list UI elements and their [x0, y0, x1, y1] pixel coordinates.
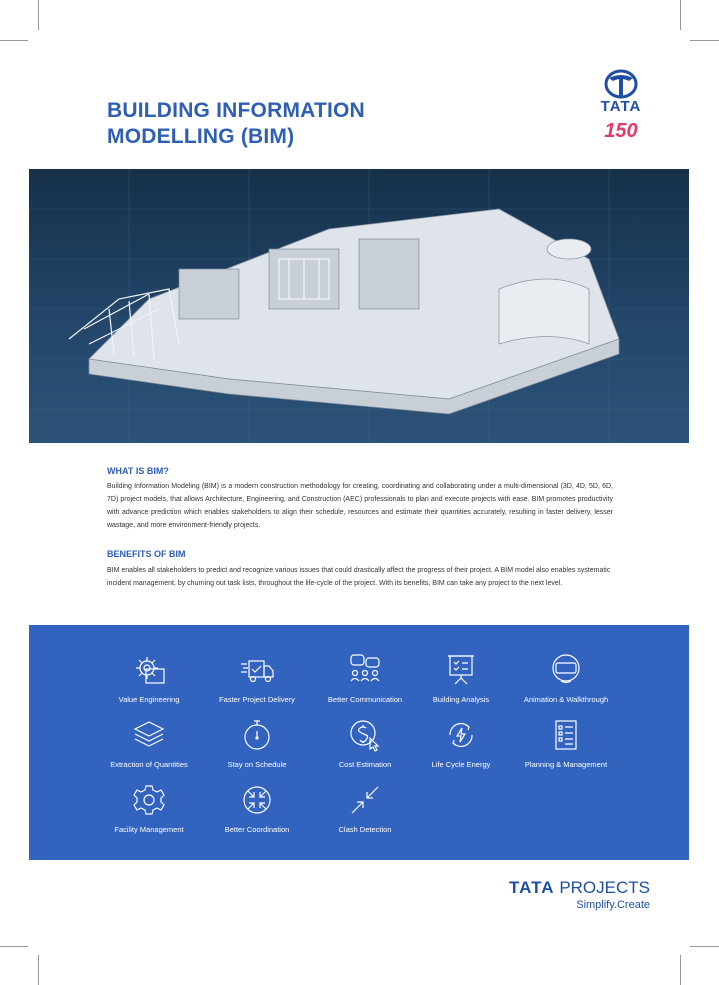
crop-mark	[38, 0, 39, 30]
benefit-item	[89, 718, 209, 769]
tata-logo	[591, 68, 651, 158]
benefit-item	[89, 783, 209, 834]
benefit-label: Clash Detection	[338, 825, 392, 834]
footer-tagline: Simplify.Create	[576, 899, 650, 911]
logo-wordmark: TATA	[600, 98, 642, 115]
footer-brand-name	[505, 878, 650, 898]
what-is-bim-body: Building Information Modeling (BIM) is a modern construction methodology for creating, coordinating and collaborating under a multi-dimensional (3D, 4D, 5D, 6D, 7D) project models, that allows Architecture, Engineering, and Construction (AEC) professionals to plan and execute projects with ease. BIM promotes productivity with advance prediction which enables stakeholders to align their schedule, resources and estimate their quantities accurately, resulting in faster delivery, lesser wastage, and more environment-friendly projects.	[107, 483, 613, 529]
gear-monitor-icon	[132, 653, 166, 687]
benefit-label: Animation & Walkthrough	[523, 695, 609, 704]
footer-brand	[505, 878, 650, 911]
footer-brand-bold: TATA	[509, 878, 555, 897]
footer-brand-rest: PROJECTS	[559, 878, 650, 897]
logo-150-mark: 150	[604, 120, 638, 142]
benefit-item	[401, 653, 521, 704]
benefit-label: Better Coordination	[224, 825, 290, 834]
settings-gear-icon	[132, 783, 166, 817]
crop-mark	[690, 40, 719, 41]
checklist-icon	[549, 718, 583, 752]
tata-emblem-icon	[591, 68, 651, 100]
dollar-cursor-icon	[348, 718, 382, 752]
page-title	[107, 98, 365, 150]
benefit-item	[197, 783, 317, 834]
benefit-item	[197, 718, 317, 769]
benefit-label: Planning & Management	[524, 760, 608, 769]
benefit-label: Stay on Schedule	[227, 760, 287, 769]
crop-mark	[680, 0, 681, 30]
chat-people-icon	[348, 653, 382, 687]
benefit-label: Life Cycle Energy	[431, 760, 491, 769]
benefits-heading: BENEFITS OF BIM	[107, 549, 186, 559]
crop-mark	[0, 40, 28, 41]
title-line-1: BUILDING INFORMATION	[107, 99, 365, 122]
benefits-panel	[29, 625, 689, 860]
stopwatch-icon	[240, 718, 274, 752]
hero-building-image	[29, 169, 689, 443]
benefit-label: Faster Project Delivery	[219, 695, 295, 704]
benefit-item	[506, 653, 626, 704]
energy-cycle-icon	[444, 718, 478, 752]
benefit-item	[197, 653, 317, 704]
benefit-item	[506, 718, 626, 769]
benefit-label: Extraction of Quantities	[110, 760, 188, 769]
crop-mark	[690, 946, 719, 947]
benefit-label: Better Communication	[327, 695, 403, 704]
benefit-item	[89, 653, 209, 704]
coordination-arrows-icon	[240, 783, 274, 817]
vr-headset-icon	[549, 653, 583, 687]
benefit-label: Building Analysis	[432, 695, 490, 704]
crop-mark	[680, 955, 681, 985]
crop-mark	[38, 955, 39, 985]
title-line-2: MODELLING (BIM)	[107, 125, 295, 148]
benefit-item	[305, 783, 425, 834]
delivery-truck-icon	[240, 653, 274, 687]
benefit-label: Value Engineering	[118, 695, 180, 704]
crop-mark	[0, 946, 28, 947]
clash-arrows-icon	[348, 783, 382, 817]
presentation-board-icon	[444, 653, 478, 687]
benefit-item	[401, 718, 521, 769]
layers-icon	[132, 718, 166, 752]
benefit-label: Cost Estimation	[338, 760, 392, 769]
benefits-body: BIM enables all stakeholders to predict and recognize various issues that could drastically affect the progress of their project. A BIM model also enables systematic incident management, by churning out task lists, throughout the life-cycle of the project. With its benefits, BIM can take any project to the next level.	[107, 567, 611, 587]
what-is-bim-heading: WHAT IS BIM?	[107, 466, 169, 476]
benefit-label: Facility Management	[114, 825, 184, 834]
